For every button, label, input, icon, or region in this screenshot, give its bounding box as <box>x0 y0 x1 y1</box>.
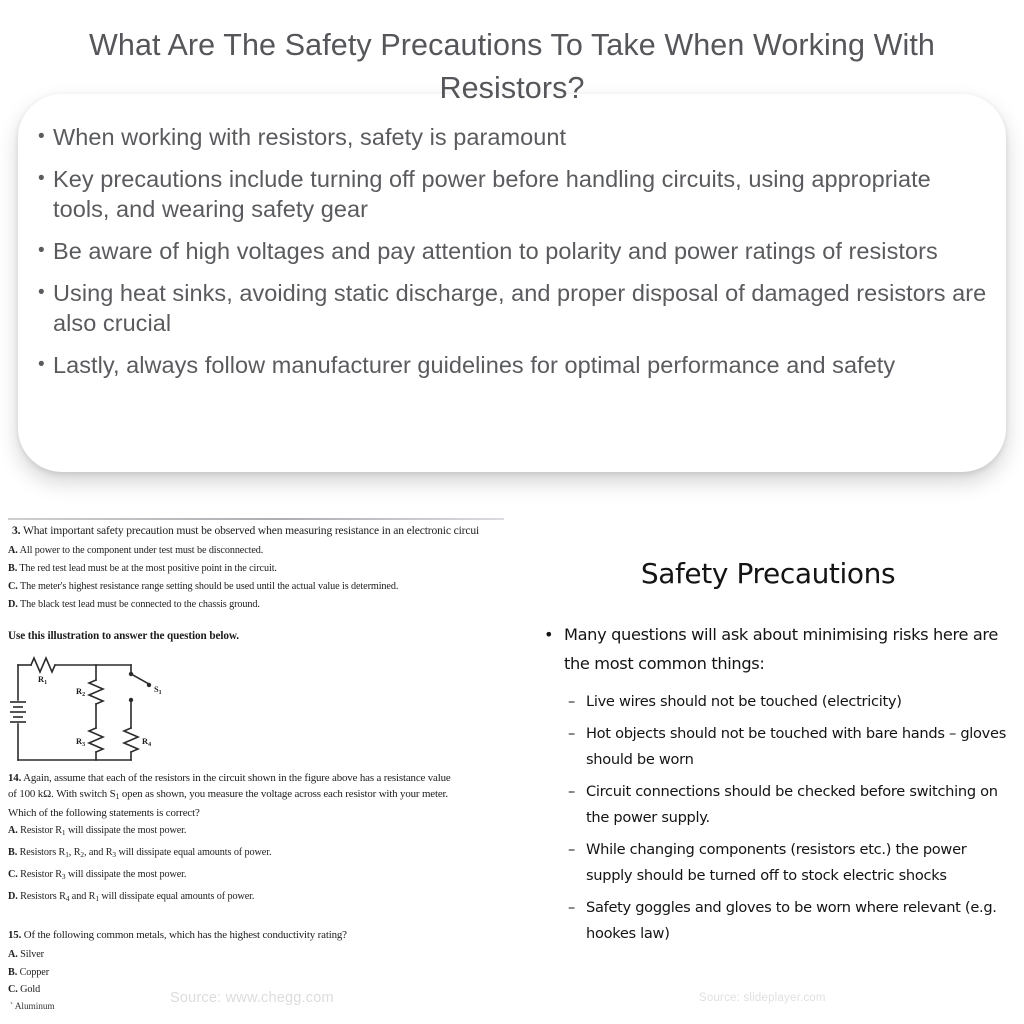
option-text: The red test lead must be at the most positive point in the circuit. <box>19 563 277 574</box>
option-text-tail: will dissipate the most power. <box>65 825 187 836</box>
subscript: 2 <box>80 849 84 859</box>
option-text: The meter's highest resistance range setting should be used until the actual value is determined. <box>19 581 399 592</box>
question-15-option <box>8 948 44 961</box>
option-letter: B. <box>8 847 18 858</box>
option-letter: ` <box>10 1002 14 1012</box>
option-text-tail: will dissipate equal amounts of power. <box>98 891 255 902</box>
label-r3: $R_3$ <box>76 737 86 748</box>
list-item <box>38 278 990 338</box>
hero-section <box>0 0 1024 505</box>
question-3-option <box>8 562 277 575</box>
option-text: Resistors R <box>20 891 66 902</box>
source-watermark-left: Source: www.chegg.com <box>170 990 334 1006</box>
option-text: All power to the component under test must be disconnected. <box>19 545 264 556</box>
slide-lead-text: Many questions will ask about minimising risks here are the most common things: <box>564 625 998 673</box>
option-text: The black test lead must be connected to the chassis ground. <box>19 599 260 610</box>
question-15-option <box>10 1001 55 1014</box>
list-item-label: While changing components (resistors etc.) the power supply should be turned off to stock electric shocks <box>586 841 967 884</box>
option-letter: D. <box>8 891 18 902</box>
question-15-text: Of the following common metals, which has the highest conductivity rating? <box>23 929 347 941</box>
option-letter: C. <box>8 869 18 880</box>
question-14-text-2: . With switch S <box>51 787 116 800</box>
option-letter: C. <box>8 984 18 995</box>
subscript: 1 <box>61 827 66 837</box>
option-letter: A. <box>8 825 18 836</box>
list-item-label: Circuit connections should be checked before switching on the power supply. <box>586 783 998 826</box>
option-text: Resistor R <box>20 869 62 880</box>
option-letter: A. <box>8 949 18 960</box>
option-letter: B. <box>8 563 18 574</box>
option-text-tail: will dissipate equal amounts of power. <box>116 847 272 858</box>
option-text: Silver <box>20 949 44 960</box>
option-text: Resistors R <box>19 847 66 858</box>
list-item-label: Lastly, always follow manufacturer guidelines for optimal performance and safety <box>53 352 896 378</box>
circuit-diagram <box>8 652 178 772</box>
bullet-icon: • <box>544 625 554 644</box>
question-15 <box>8 928 347 944</box>
list-item <box>38 350 990 380</box>
bullet-icon: • <box>38 282 45 303</box>
slideplayer-panel <box>512 516 1024 1024</box>
list-item <box>38 122 990 152</box>
option-letter: B. <box>8 967 18 978</box>
list-item <box>568 721 1016 773</box>
list-item-label: Safety goggles and gloves to be worn where relevant (e.g. hookes law) <box>586 899 997 942</box>
question-14-option <box>8 824 186 839</box>
bullet-icon: • <box>38 126 45 147</box>
page-title: What Are The Safety Precautions To Take When Working With Resistors? <box>89 28 935 105</box>
option-text: Resistor R <box>20 825 62 836</box>
option-text-3: , and R <box>83 847 113 858</box>
question-14-option <box>8 846 271 861</box>
subscript: 3 <box>61 871 66 881</box>
option-letter: C. <box>8 581 18 592</box>
dash-icon: – <box>568 725 575 742</box>
question-3-option <box>8 598 260 611</box>
option-text: Aluminum <box>14 1002 55 1012</box>
option-text-tail: will dissipate the most power. <box>65 869 187 880</box>
question-14-option <box>8 890 254 905</box>
dash-icon: – <box>568 841 575 858</box>
list-item <box>38 236 990 266</box>
divider <box>8 518 504 520</box>
list-item <box>568 689 1016 715</box>
question-14-text-1: Again, assume that each of the resistors in the circuit shown in the figure above has a resistance value <box>23 772 451 784</box>
option-text: Gold <box>20 984 41 995</box>
source-watermark-right: Source: slideplayer.com <box>699 992 826 1004</box>
list-item <box>568 779 1016 831</box>
list-item <box>38 164 990 224</box>
question-14-option <box>8 868 186 883</box>
subscript: 1 <box>95 893 99 903</box>
list-item-label: Live wires should not be touched (electricity) <box>586 693 902 710</box>
option-letter: D. <box>8 599 18 610</box>
bullet-icon: • <box>38 354 45 375</box>
list-item <box>568 837 1016 889</box>
question-14-value: of 100 k <box>8 787 44 800</box>
option-letter: A. <box>8 545 18 556</box>
list-item-label: Be aware of high voltages and pay attention to polarity and power ratings of resistors <box>53 238 938 264</box>
subscript: 4 <box>65 893 70 903</box>
chegg-document-panel <box>0 516 512 1024</box>
question-3-number: 3. <box>12 524 21 537</box>
label-r2: $R_2$ <box>76 687 86 698</box>
slide-lead-item <box>544 620 1004 678</box>
illustration-heading: Use this illustration to answer the question below. <box>8 630 239 642</box>
question-15-option <box>8 966 49 979</box>
list-item-label: Using heat sinks, avoiding static discharge, and proper disposal of damaged resistors are also crucial <box>53 280 987 336</box>
ohm-symbol: Ω <box>43 787 52 800</box>
list-item-label: Hot objects should not be touched with bare hands – gloves should be worn <box>586 725 1006 768</box>
bullet-icon: • <box>38 168 45 189</box>
slide-sub-list <box>568 689 1016 953</box>
list-item-label: When working with resistors, safety is paramount <box>53 124 567 150</box>
bullet-icon: • <box>38 240 45 261</box>
question-14-line-3: Which of the following statements is correct? <box>8 806 200 819</box>
slide-title: Safety Precautions <box>640 557 896 590</box>
subscript: 1 <box>65 849 69 859</box>
question-14-line-2 <box>8 787 506 804</box>
option-text-2: , R <box>68 847 81 858</box>
question-3-prompt <box>12 524 479 538</box>
list-item <box>568 895 1016 947</box>
circuit-schematic-icon <box>8 652 178 772</box>
question-14-line-1 <box>8 771 506 787</box>
question-3-option <box>8 544 263 557</box>
question-14 <box>8 771 506 821</box>
dash-icon: – <box>568 899 575 916</box>
question-14-text-3: open as shown, you measure the voltage across each resistor with your meter. <box>119 787 448 800</box>
hero-bullet-list <box>38 122 990 392</box>
subscript: 3 <box>112 849 116 859</box>
label-r4: $R_4$ <box>142 737 152 748</box>
subscript: 1 <box>115 791 120 801</box>
question-14-number: 14. <box>8 772 22 784</box>
dash-icon: – <box>568 783 575 800</box>
option-text: Copper <box>19 967 49 978</box>
question-15-number: 15. <box>8 929 22 941</box>
question-15-option <box>8 983 40 996</box>
label-r1: $R_1$ <box>38 675 48 686</box>
question-3-option <box>8 580 398 593</box>
option-text-2: and R <box>69 891 96 902</box>
list-item-label: Key precautions include turning off power before handling circuits, using appropriate tools, and wearing safety gear <box>53 166 931 222</box>
dash-icon: – <box>568 693 575 710</box>
label-s1: $S_1$ <box>154 685 162 696</box>
question-3-text: What important safety precaution must be observed when measuring resistance in an electronic circui <box>22 524 480 537</box>
